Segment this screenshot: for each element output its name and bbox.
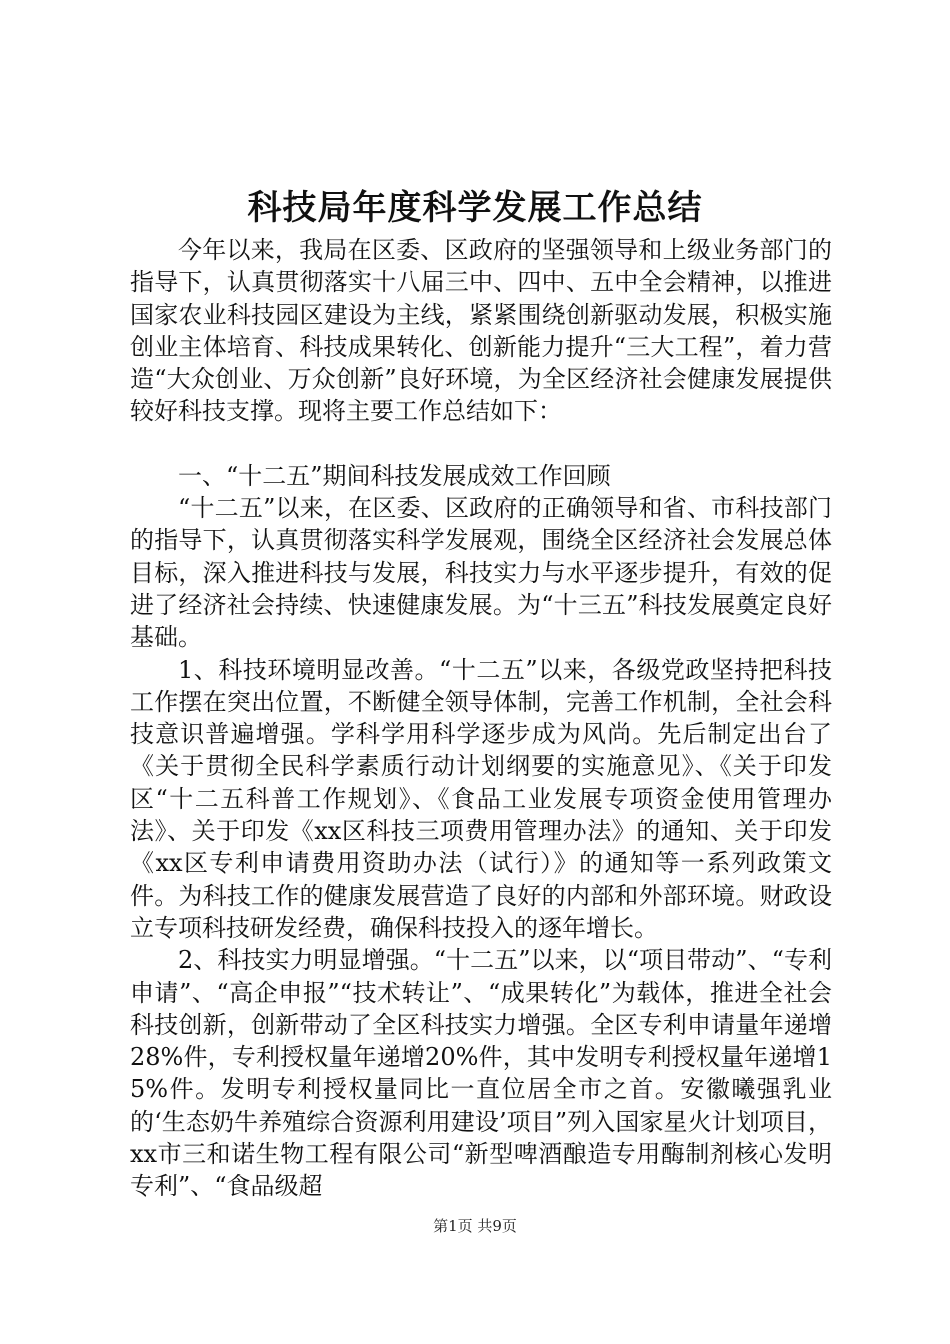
document-body [130, 234, 832, 1203]
strength-paragraph: 2、科技实力明显增强。“十二五”以来，以“项目带动”、“专利申请”、“高企申报”“技术转让”、“成果转化”为载体，推进全社会科技创新，创新带动了全区科技实力增强。全区专利申请量年递增28%件，专利授权量年递增20%件，其中发明专利授权量年递增15%件。发明专利授权量同比一直位居全市之首。安徽曦强乳业的‘生态奶牛养殖综合资源利用建设’项目”列入国家星火计划项目，xx市三和诺生物工程有限公司“新型啤酒酿造专用酶制剂核心发明专利”、“食品级超 [130, 946, 832, 1201]
environment-paragraph: 1、科技环境明显改善。“十二五”以来，各级党政坚持把科技工作摆在突出位置，不断健全领导体制，完善工作机制，全社会科技意识普遍增强。学科学用科学逐步成为风尚。先后制定出台了《关于贯彻全民科学素质行动计划纲要的实施意见》、《关于印发区“十二五科普工作规划》、《食品工业发展专项资金使用管理办法》、关于印发《xx区科技三项费用管理办法》的通知、关于印发《xx区专利申请费用资助办法（试行）》的通知等一系列政策文件。为科技工作的健康发展营造了良好的内部和外部环境。财政设立专项科技研发经费，确保科技投入的逐年增长。 [130, 655, 832, 942]
section-heading: 一、“十二五”期间科技发展成效工作回顾 [178, 461, 611, 490]
page-indicator: 第1页 共9页 [433, 1217, 517, 1235]
document-title: 科技局年度科学发展工作总结 [247, 188, 703, 228]
intro-paragraph: 今年以来，我局在区委、区政府的坚强领导和上级业务部门的指导下，认真贯彻落实十八届三中、四中、五中全会精神，以推进国家农业科技园区建设为主线，紧紧围绕创新驱动发展，积极实施创业主体培育、科技成果转化、创新能力提升“三大工程”，着力营造“大众创业、万众创新”良好环境，为全区经济社会健康发展提供较好科技支撑。现将主要工作总结如下： [130, 236, 832, 426]
review-paragraph: “十二五”以来，在区委、区政府的正确领导和省、市科技部门的指导下，认真贯彻落实科学发展观，围绕全区经济社会发展总体目标，深入推进科技与发展，科技实力与水平逐步提升，有效的促进了经济社会持续、快速健康发展。为“十三五”科技发展奠定良好基础。 [130, 494, 832, 652]
